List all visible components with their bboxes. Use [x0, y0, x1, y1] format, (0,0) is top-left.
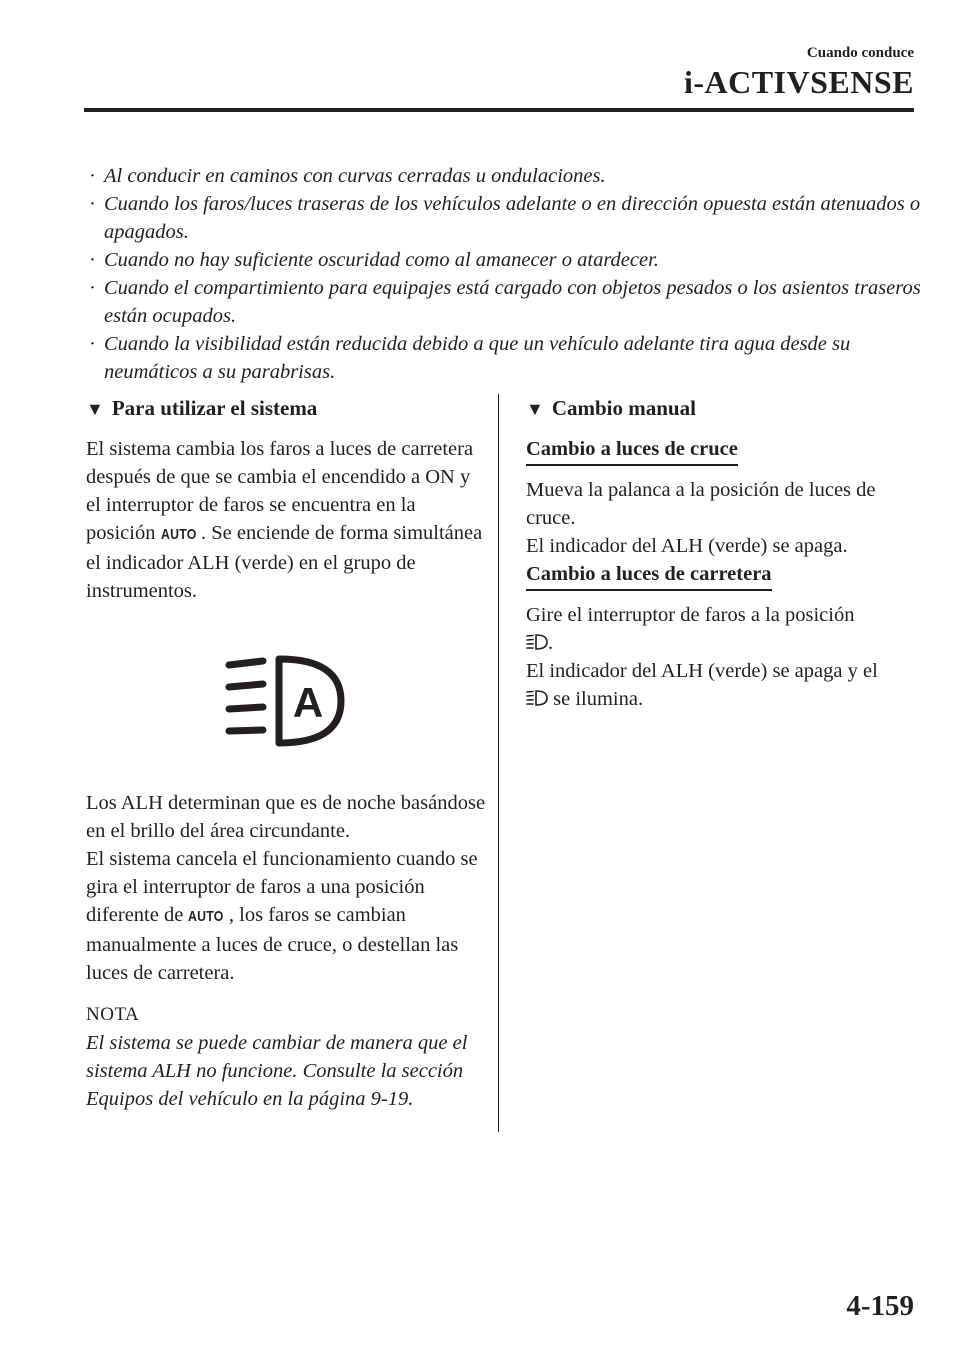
- low-beam-instruction: Mueva la palanca a la posición de luces de cruce.: [526, 479, 876, 529]
- high-beam-icon: [526, 689, 548, 707]
- section-title: i-ACTIVSENSE: [683, 64, 914, 100]
- cancel-text-a: El sistema cancela el funcionamiento cuando se gira el interruptor de faros a una posición diferente de: [86, 848, 478, 926]
- high-beam-icon: [526, 633, 548, 651]
- subheading-low-beam: Cambio a luces de cruce: [526, 435, 738, 466]
- note-label: NOTA: [86, 1004, 140, 1025]
- high-beam-indicator-text-b: se ilumina.: [548, 688, 644, 710]
- intro-paragraph: [86, 435, 486, 605]
- column-divider: [498, 394, 499, 1132]
- high-beam-instruction: [526, 601, 926, 657]
- heading-using-system: [86, 394, 486, 423]
- list-item: · Cuando los faros/luces traseras de los vehículos adelante o en dirección opuesta están atenuados o apagados.: [86, 190, 926, 246]
- low-beam-indicator-note: El indicador del ALH (verde) se apaga.: [526, 535, 848, 557]
- cancel-paragraph: [86, 845, 486, 987]
- list-item: · Cuando la visibilidad están reducida debido a que un vehículo adelante tira agua desde su neumáticos a su parabrisas.: [86, 330, 926, 386]
- intro-text-b: . Se enciende de forma simultánea el indicador ALH (verde) en el grupo de instrumentos.: [86, 522, 483, 602]
- right-column: [526, 394, 926, 713]
- heading-text: Para utilizar el sistema: [111, 396, 318, 420]
- high-beam-indicator-text-a: El indicador del ALH (verde) se apaga y el: [526, 660, 878, 682]
- list-item: · Cuando no hay suficiente oscuridad como al amanecer o atardecer.: [86, 246, 926, 274]
- chapter-title: Cuando conduce: [806, 45, 914, 61]
- note-text: El sistema se puede cambiar de manera que el sistema ALH no funcione. Consulte la sección Equipos del vehículo en la página 9-19.: [86, 1032, 468, 1110]
- svg-text:A: A: [292, 679, 324, 726]
- page-number: 4-159: [846, 1290, 914, 1322]
- high-beam-indicator-note: [526, 657, 926, 713]
- auto-position-badge: AUTO: [160, 526, 197, 543]
- list-item: · Cuando el compartimiento para equipajes está cargado con objetos pesados o los asientos traseros están ocupados.: [86, 274, 926, 330]
- high-beam-instruction-text: Gire el interruptor de faros a la posición: [526, 604, 855, 626]
- triangle-marker-icon: ▼: [526, 399, 544, 419]
- condition-list: [86, 162, 926, 386]
- heading-manual-change: [526, 394, 926, 423]
- intro-text-a: El sistema cambia los faros a luces de carretera después de que se cambia el encendido a ON y el interruptor de faros se encuentra en la posición: [86, 438, 474, 544]
- cancel-text-b: , los faros se cambian manualmente a luces de cruce, o destellan las luces de carretera.: [86, 904, 459, 984]
- subheading-high-beam: Cambio a luces de carretera: [526, 560, 772, 591]
- detection-paragraph: Los ALH determinan que es de noche basándose en el brillo del área circundante.: [86, 792, 486, 842]
- triangle-marker-icon: ▼: [86, 399, 104, 419]
- high-beam-period: .: [548, 632, 554, 654]
- heading-text: Cambio manual: [551, 396, 696, 420]
- auto-position-badge: AUTO: [188, 908, 225, 925]
- header-rule: [84, 108, 914, 112]
- list-item: · Al conducir en caminos con curvas cerradas u ondulaciones.: [86, 162, 926, 190]
- alh-indicator-figure: [86, 621, 486, 781]
- left-column: [86, 394, 486, 1113]
- auto-high-beam-indicator-icon: [221, 651, 351, 751]
